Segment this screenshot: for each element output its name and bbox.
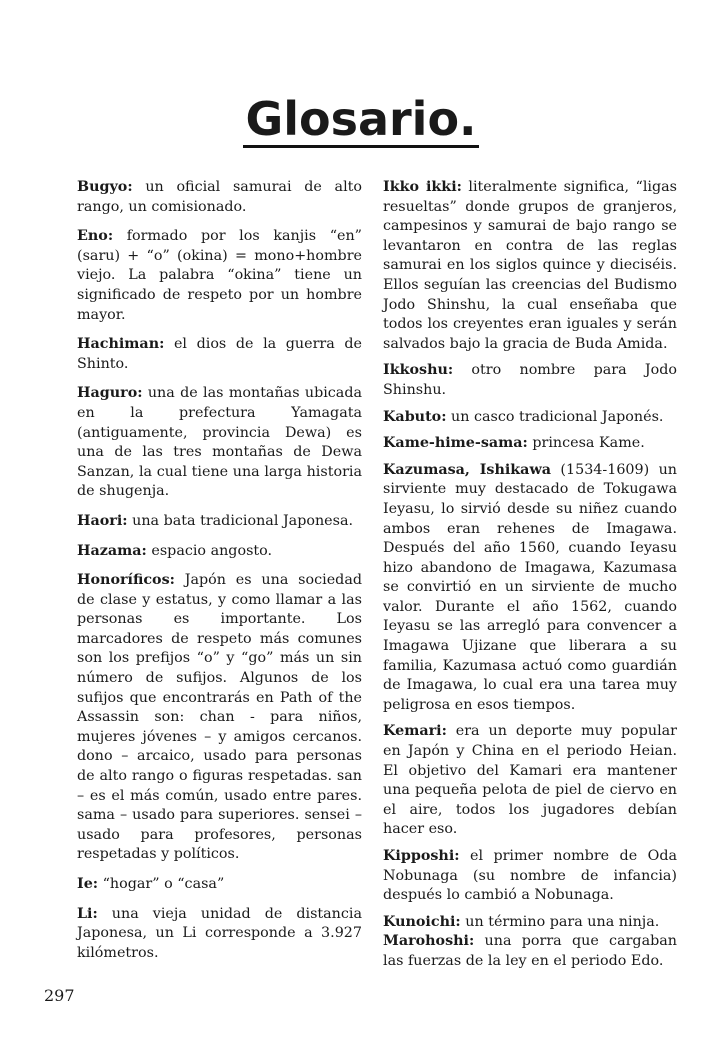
- page-title: [0, 89, 722, 149]
- glossary-term: Ie:: [77, 876, 99, 892]
- glossary-definition: espacio angosto.: [146, 542, 273, 559]
- glossary-entry: [383, 722, 677, 840]
- glossary-entry: [77, 178, 362, 217]
- page-number: 297: [44, 986, 75, 1005]
- glossary-term: Kipposhi:: [383, 848, 460, 864]
- glossary-definition: “hogar” o “casa”: [98, 876, 225, 892]
- glossary-definition: el primer nombre de Oda Nobunaga (su nombre de infancia) después lo cambió a Nobunaga.: [383, 848, 677, 904]
- glossary-entry: [383, 847, 677, 906]
- glossary-term: Ikkoshu:: [383, 362, 454, 379]
- glossary-definition: un término para una ninja.: [460, 913, 660, 930]
- glossary-definition: (1534-1609) un sirviente muy destacado de Tokugawa Ieyasu, lo sirvió desde su niñez cuando ambos eran rehenes de Imagawa. Después del año 1560, cuando Ieyasu hizo abandono de Imagawa, Kazumasa se convirtió en un sirviente de mucho valor. Durante el año 1562, cuando Ieyasu se las arregló para convencer a Imagawa Ujizane que liberara a su familia, Kazumasa actuó como guardián de Imagawa, lo cual era una tarea muy peligrosa en esos tiempos.: [383, 461, 677, 713]
- glossary-entry: [383, 913, 677, 933]
- glossary-definition: Japón es una sociedad de clase y estatus, y como llamar a las personas es importante. Los marcadores de respeto más comunes son los prefijos “o” y “go” más un sin número de sufijos. Algunos de los sufijos que encontrarás en Path of the Assassin son: chan - para niños, mujeres jóvenes – y amigos cercanos. dono – arcaico, usado para personas de alto rango o figuras respetadas. san – es el más común, usado entre pares. sama – usado para superiores. sensei – usado para profesores, personas respetadas y políticos.: [77, 572, 362, 863]
- glossary-term: Li:: [77, 905, 98, 922]
- glossary-term: Haori:: [77, 512, 128, 529]
- glossary-entry: [383, 178, 677, 354]
- glossary-entry: [383, 434, 677, 454]
- glossary-definition: formado por los kanjis “en” (saru) + “o” (okina) = mono+hombre viejo. La palabra “okina” tiene un significado de respeto por un hombre mayor.: [77, 228, 362, 323]
- glossary-entry: [77, 875, 362, 895]
- glossary-term: Marohoshi:: [383, 933, 475, 950]
- glossary-term: Ikko ikki:: [383, 179, 462, 195]
- glossary-entry: [77, 384, 362, 502]
- glossary-term: Kabuto:: [383, 408, 447, 425]
- glossary-left-column: [77, 178, 362, 973]
- glossary-definition: una de las montañas ubicada en la prefectura Yamagata (antiguamente, provincia Dewa) es una de las tres montañas de Dewa Sanzan, la cual tiene una larga historia de shugenja.: [77, 385, 362, 500]
- page-title-text: Glosario.: [245, 91, 477, 146]
- glossary-term: Kunoichi:: [383, 913, 461, 930]
- glossary-entry: [383, 408, 677, 428]
- glossary-entry: [77, 905, 362, 964]
- glossary-definition: otro nombre para Jodo Shinshu.: [383, 362, 677, 398]
- glossary-term: Hazama:: [77, 542, 147, 559]
- glossary-term: Kemari:: [383, 723, 447, 740]
- glossary-definition: un casco tradicional Japonés.: [446, 408, 664, 425]
- glossary-entry: [77, 542, 362, 562]
- glossary-entry: [77, 335, 362, 374]
- glossary-definition: literalmente significa, “ligas resueltas” donde grupos de granjeros, campesinos y samurai de bajo rango se levantaron en contra de las reglas samurai en los siglos quince y dieciséis. Ellos seguían las creencias del Budismo Jodo Shinshu, la cual enseñaba que todos los creyentes eran iguales y serán salvados bajo la gracia de Buda Amida.: [383, 179, 677, 352]
- glossary-entry: [383, 361, 677, 400]
- glossary-definition: princesa Kame.: [527, 435, 645, 452]
- glossary-term: Kazumasa, Ishikawa: [383, 461, 552, 478]
- glossary-definition: un oficial samurai de alto rango, un comisionado.: [77, 179, 362, 215]
- glossary-right-column: [383, 178, 677, 979]
- glossary-definition: era un deporte muy popular en Japón y China en el periodo Heian. El objetivo del Kamari era mantener una pequeña pelota de piel de ciervo en el aire, todos los jugadores debían hacer eso.: [383, 723, 677, 838]
- glossary-term: Hachiman:: [77, 336, 165, 353]
- glossary-entry: [383, 932, 677, 971]
- glossary-entry: [77, 227, 362, 325]
- glossary-term: Honoríficos:: [77, 572, 175, 589]
- glossary-term: Haguro:: [77, 385, 143, 402]
- glossary-term: Kame-hime-sama:: [383, 435, 528, 452]
- glossary-entry: [77, 512, 362, 532]
- glossary-definition: una porra que cargaban las fuerzas de la ley en el periodo Edo.: [383, 933, 677, 969]
- glossary-entry: [383, 461, 677, 716]
- glossary-definition: una vieja unidad de distancia Japonesa, un Li corresponde a 3.927 kilómetros.: [77, 905, 362, 961]
- glossary-entry: [77, 571, 362, 865]
- glossary-definition: una bata tradicional Japonesa.: [127, 512, 354, 529]
- glossary-term: Bugyo:: [77, 179, 133, 195]
- glossary-definition: el dios de la guerra de Shinto.: [77, 336, 362, 372]
- glossary-term: Eno:: [77, 228, 114, 245]
